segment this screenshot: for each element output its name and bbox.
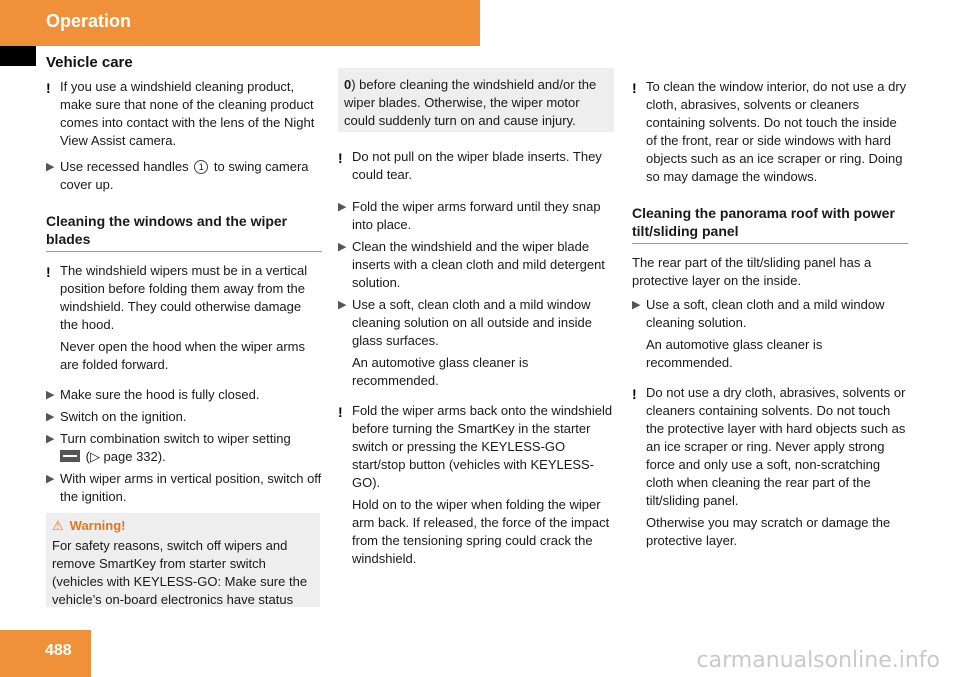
warning-triangle-icon: ⚠ xyxy=(52,518,64,533)
step-arrow-icon: ▶ xyxy=(46,389,55,401)
note-text: Otherwise you may scratch or damage the protective layer. xyxy=(646,515,891,548)
caution-icon: ! xyxy=(46,264,51,280)
caution-icon: ! xyxy=(632,80,637,96)
column-1 xyxy=(46,78,322,510)
section-tab-marker xyxy=(0,46,36,66)
caution-note xyxy=(338,402,614,568)
step-arrow-icon: ▶ xyxy=(632,299,641,311)
note-text: Hold on to the wiper when folding the wiper arm back. If released, the force of the impact from the tensioning spring could crack the windshield. xyxy=(352,497,610,566)
note-text: The windshield wipers must be in a vertical position before folding them away from the windshield. They could otherwise damage the hood. xyxy=(60,263,308,332)
caution-note xyxy=(338,148,614,184)
caution-note xyxy=(46,78,322,150)
step-arrow-icon: ▶ xyxy=(338,299,347,311)
page-subtitle: Vehicle care xyxy=(46,54,133,71)
step-item: ▶ With wiper arms in vertical position, switch off the ignition. xyxy=(46,471,322,504)
note-text: Never open the hood when the wiper arms are folded forward. xyxy=(60,339,305,372)
caution-icon: ! xyxy=(338,404,343,420)
caution-note xyxy=(46,262,322,374)
step-arrow-icon: ▶ xyxy=(338,241,347,253)
caution-icon: ! xyxy=(46,80,51,96)
step-note: An automotive glass cleaner is recommended. xyxy=(352,355,529,388)
caution-note xyxy=(632,384,908,550)
caution-note xyxy=(632,78,908,186)
note-text: Fold the wiper arms back onto the windshield before turning the SmartKey in the starter switch or pressing the KEYLESS-GO start/stop button (vehicles with KEYLESS-GO). xyxy=(352,403,613,490)
step-arrow-icon: ▶ xyxy=(46,161,55,173)
column-3 xyxy=(632,78,908,558)
watermark: carmanualsonline.info xyxy=(696,648,940,673)
header-bar xyxy=(0,0,480,46)
page-section-title: Operation xyxy=(46,11,132,31)
step-arrow-icon: ▶ xyxy=(338,201,347,213)
step-arrow-icon: ▶ xyxy=(46,473,55,485)
step-arrow-icon: ▶ xyxy=(46,411,55,423)
step-item: ▶ Clean the windshield and the wiper blade inserts with a clean cloth and mild detergent solution. xyxy=(338,239,605,290)
note-text: To clean the window interior, do not use a dry cloth, abrasives, solvents or cleaners containing solvents. Do not touch the inside of the front, rear or side windows with hard objects such as an ice scraper or ring. Doing so may damage the windows. xyxy=(646,79,907,184)
warning-title: ⚠ Warning! xyxy=(52,518,126,533)
step-item: ▶ Use a soft, clean cloth and a mild window cleaning solution. An automotive glass cleaner is recommended. xyxy=(632,296,908,372)
column-2 xyxy=(338,78,614,576)
caution-icon: ! xyxy=(632,386,637,402)
step-item: ▶ Use a soft, clean cloth and a mild window cleaning solution on all outside and inside glass surfaces. An automotive glass cleaner is recommended. xyxy=(338,296,614,390)
step-item: ▶ Make sure the hood is fully closed. xyxy=(46,387,260,402)
paragraph: The rear part of the tilt/sliding panel has a protective layer on the inside. xyxy=(632,255,872,288)
step-note: An automotive glass cleaner is recommended. xyxy=(646,337,823,370)
note-text: If you use a windshield cleaning product, make sure that none of the cleaning product comes into contact with the lens of the Night View Assist camera. xyxy=(60,79,315,148)
step-item: ▶ Switch on the ignition. xyxy=(46,409,187,424)
note-text: Do not use a dry cloth, abrasives, solvents or cleaners containing solvents. Do not touch the protective layer with hard objects such as an ice scraper or ring. Never apply strong force and only use a soft, non-scratching cloth when cleaning the rear part of the tilt/sliding panel. xyxy=(646,385,906,508)
note-text: Do not pull on the wiper blade inserts. They could tear. xyxy=(352,149,602,182)
section-heading: Cleaning the windows and the wiper blades xyxy=(46,212,322,252)
step-item: ▶ Use recessed handles 1 to swing camera cover up. xyxy=(46,159,309,192)
caution-icon: ! xyxy=(338,150,343,166)
warning-text: For safety reasons, switch off wipers and remove SmartKey from starter switch (vehicles with KEYLESS-GO: Make sure the vehicle’s on-board electronics have status xyxy=(52,538,308,607)
page-number: 488 xyxy=(45,642,72,659)
step-item: ▶ Turn combination switch to wiper setting (▷ page 332). xyxy=(46,431,291,464)
callout-number: 1 xyxy=(194,160,208,174)
step-arrow-icon: ▶ xyxy=(46,433,55,445)
ignition-position: 0 xyxy=(344,77,352,92)
step-item: ▶ Fold the wiper arms forward until they snap into place. xyxy=(338,199,601,232)
footer-bar xyxy=(0,630,91,677)
warning-continuation: 0) before cleaning the windshield and/or the wiper blades. Otherwise, the wiper motor could suddenly turn on and cause injury. xyxy=(338,68,614,132)
warning-box xyxy=(46,513,320,607)
section-heading: Cleaning the panorama roof with power tilt/sliding panel xyxy=(632,204,908,244)
wiper-setting-icon xyxy=(60,450,80,462)
